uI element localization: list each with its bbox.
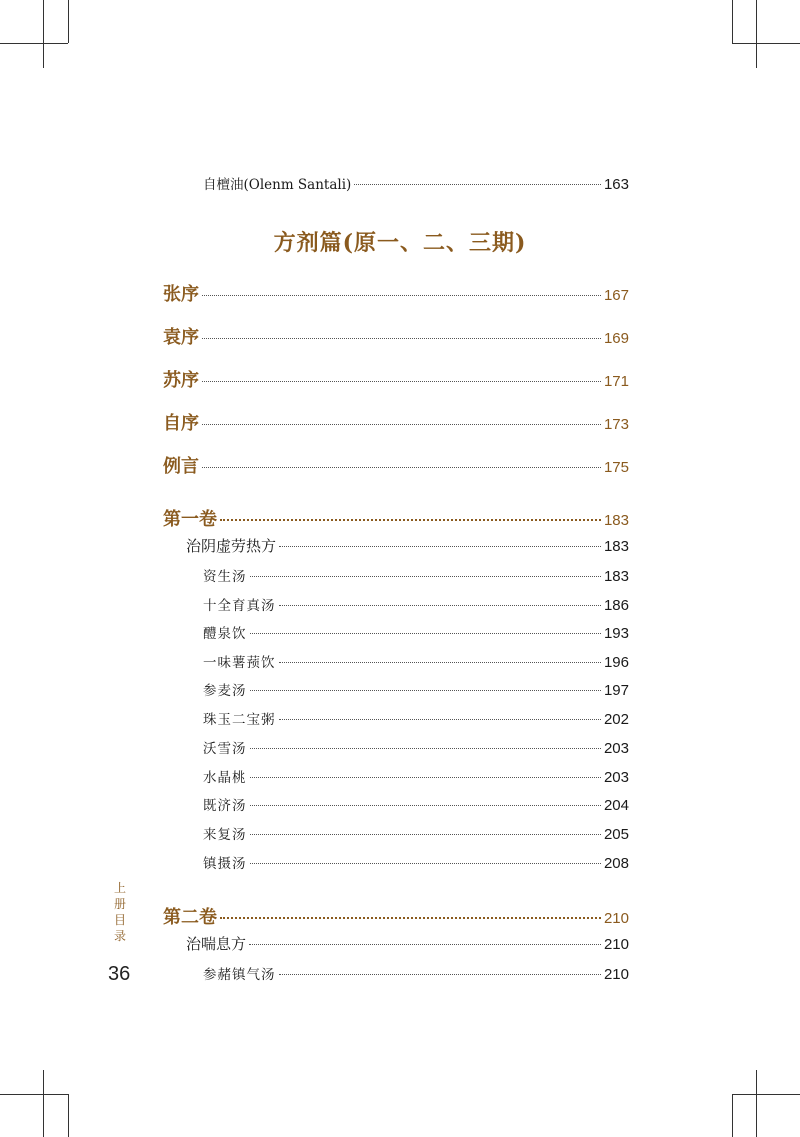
toc-entry-page: 205 bbox=[603, 826, 629, 843]
toc-entry-item[interactable] bbox=[203, 651, 629, 671]
side-label-char: 录 bbox=[113, 929, 126, 943]
toc-entry-label: 来复汤 bbox=[203, 827, 247, 843]
dot-leader bbox=[279, 546, 601, 547]
toc-entry-item[interactable] bbox=[203, 679, 629, 699]
toc-entry-item[interactable] bbox=[203, 737, 629, 757]
running-side-label bbox=[112, 880, 128, 944]
toc-entry-page: 193 bbox=[603, 625, 629, 642]
toc-entry-page: 197 bbox=[603, 682, 629, 699]
toc-entry-item[interactable] bbox=[203, 708, 629, 728]
dot-leader bbox=[250, 690, 601, 691]
toc-entry-item[interactable] bbox=[203, 794, 629, 814]
dot-leader bbox=[250, 748, 601, 749]
dot-leader bbox=[279, 974, 601, 975]
toc-entry-item[interactable] bbox=[203, 594, 629, 614]
toc-entry-preface[interactable] bbox=[163, 452, 629, 478]
dot-leader bbox=[202, 338, 601, 339]
toc-entry-page: 175 bbox=[603, 459, 629, 476]
toc-entry-label: 治阴虚劳热方 bbox=[186, 537, 277, 555]
toc-entry-label: 治喘息方 bbox=[186, 935, 247, 953]
toc-entry-item[interactable] bbox=[203, 823, 629, 843]
dot-leader bbox=[202, 467, 601, 468]
toc-entry-item[interactable] bbox=[203, 622, 629, 642]
dot-leader bbox=[220, 519, 601, 521]
dot-leader bbox=[279, 605, 601, 606]
toc-entry-page: 167 bbox=[603, 287, 629, 304]
toc-entry-label: 参赭镇气汤 bbox=[203, 967, 276, 983]
toc-entry-label: 醴泉饮 bbox=[203, 626, 247, 642]
dot-leader bbox=[250, 576, 601, 577]
dot-leader bbox=[250, 777, 601, 778]
toc-entry-label: 一味薯蓣饮 bbox=[203, 655, 276, 671]
toc-entry-page: 163 bbox=[603, 176, 629, 193]
toc-entry-page: 202 bbox=[603, 711, 629, 728]
dot-leader bbox=[220, 917, 601, 919]
toc-entry-label: 珠玉二宝粥 bbox=[203, 712, 276, 728]
toc-entry-volume[interactable] bbox=[163, 505, 629, 531]
toc-entry-page: 173 bbox=[603, 416, 629, 433]
dot-leader bbox=[279, 719, 601, 720]
toc-entry-page: 186 bbox=[603, 597, 629, 614]
toc-entry-label: 自檀油(Olenm Santali) bbox=[203, 177, 352, 193]
toc-entry-page: 183 bbox=[603, 512, 629, 529]
toc-entry-section[interactable] bbox=[186, 933, 629, 954]
toc-entry-page: 183 bbox=[603, 538, 629, 555]
toc-entry-page: 203 bbox=[603, 740, 629, 757]
dot-leader bbox=[250, 863, 601, 864]
toc-entry-label: 参麦汤 bbox=[203, 683, 247, 699]
toc-entry-label: 苏序 bbox=[163, 370, 199, 391]
toc-entry-page: 208 bbox=[603, 855, 629, 872]
toc-entry-section[interactable] bbox=[186, 535, 629, 556]
toc-entry-preface[interactable] bbox=[163, 323, 629, 349]
toc-entry-item[interactable] bbox=[203, 963, 629, 983]
section-heading: 方剂篇(原一、二、三期) bbox=[273, 230, 527, 256]
toc-entry-label: 第二卷 bbox=[163, 907, 217, 928]
toc-entry-label: 资生汤 bbox=[203, 569, 247, 585]
toc-entry-page: 210 bbox=[603, 936, 629, 953]
toc-entry-page: 203 bbox=[603, 769, 629, 786]
toc-entry-label: 十全育真汤 bbox=[203, 598, 276, 614]
toc-entry-preface[interactable] bbox=[163, 366, 629, 392]
toc-entry-label: 镇摄汤 bbox=[203, 856, 247, 872]
toc-entry-page: 210 bbox=[603, 966, 629, 983]
toc-entry-label: 沃雪汤 bbox=[203, 741, 247, 757]
toc-entry-label: 袁序 bbox=[163, 327, 199, 348]
toc-entry-label: 例言 bbox=[163, 456, 199, 477]
dot-leader bbox=[250, 805, 601, 806]
dot-leader bbox=[202, 295, 601, 296]
side-label-char: 目 bbox=[113, 913, 126, 927]
toc-entry-item[interactable] bbox=[203, 766, 629, 786]
toc-entry-volume[interactable] bbox=[163, 903, 629, 929]
dot-leader bbox=[250, 633, 601, 634]
toc-entry-preface[interactable] bbox=[163, 280, 629, 306]
toc-entry-preface[interactable] bbox=[163, 409, 629, 435]
toc-entry[interactable] bbox=[203, 173, 629, 193]
toc-entry-page: 210 bbox=[603, 910, 629, 927]
dot-leader bbox=[279, 662, 601, 663]
toc-entry-page: 171 bbox=[603, 373, 629, 390]
dot-leader bbox=[250, 834, 601, 835]
toc-entry-label: 既济汤 bbox=[203, 798, 247, 814]
toc-entry-label: 第一卷 bbox=[163, 509, 217, 530]
toc-entry-page: 183 bbox=[603, 568, 629, 585]
side-label-char: 册 bbox=[113, 897, 126, 911]
dot-leader bbox=[354, 184, 601, 185]
toc-entry-page: 196 bbox=[603, 654, 629, 671]
toc-entry-page: 169 bbox=[603, 330, 629, 347]
dot-leader bbox=[249, 944, 601, 945]
toc-entry-label: 自序 bbox=[163, 413, 199, 434]
dot-leader bbox=[202, 381, 601, 382]
toc-entry-label: 水晶桃 bbox=[203, 770, 247, 786]
toc-entry-item[interactable] bbox=[203, 852, 629, 872]
toc-entry-item[interactable] bbox=[203, 565, 629, 585]
toc-entry-page: 204 bbox=[603, 797, 629, 814]
side-label-char: 上 bbox=[113, 881, 126, 895]
page-number: 36 bbox=[108, 963, 131, 985]
dot-leader bbox=[202, 424, 601, 425]
toc-entry-label: 张序 bbox=[163, 284, 199, 305]
